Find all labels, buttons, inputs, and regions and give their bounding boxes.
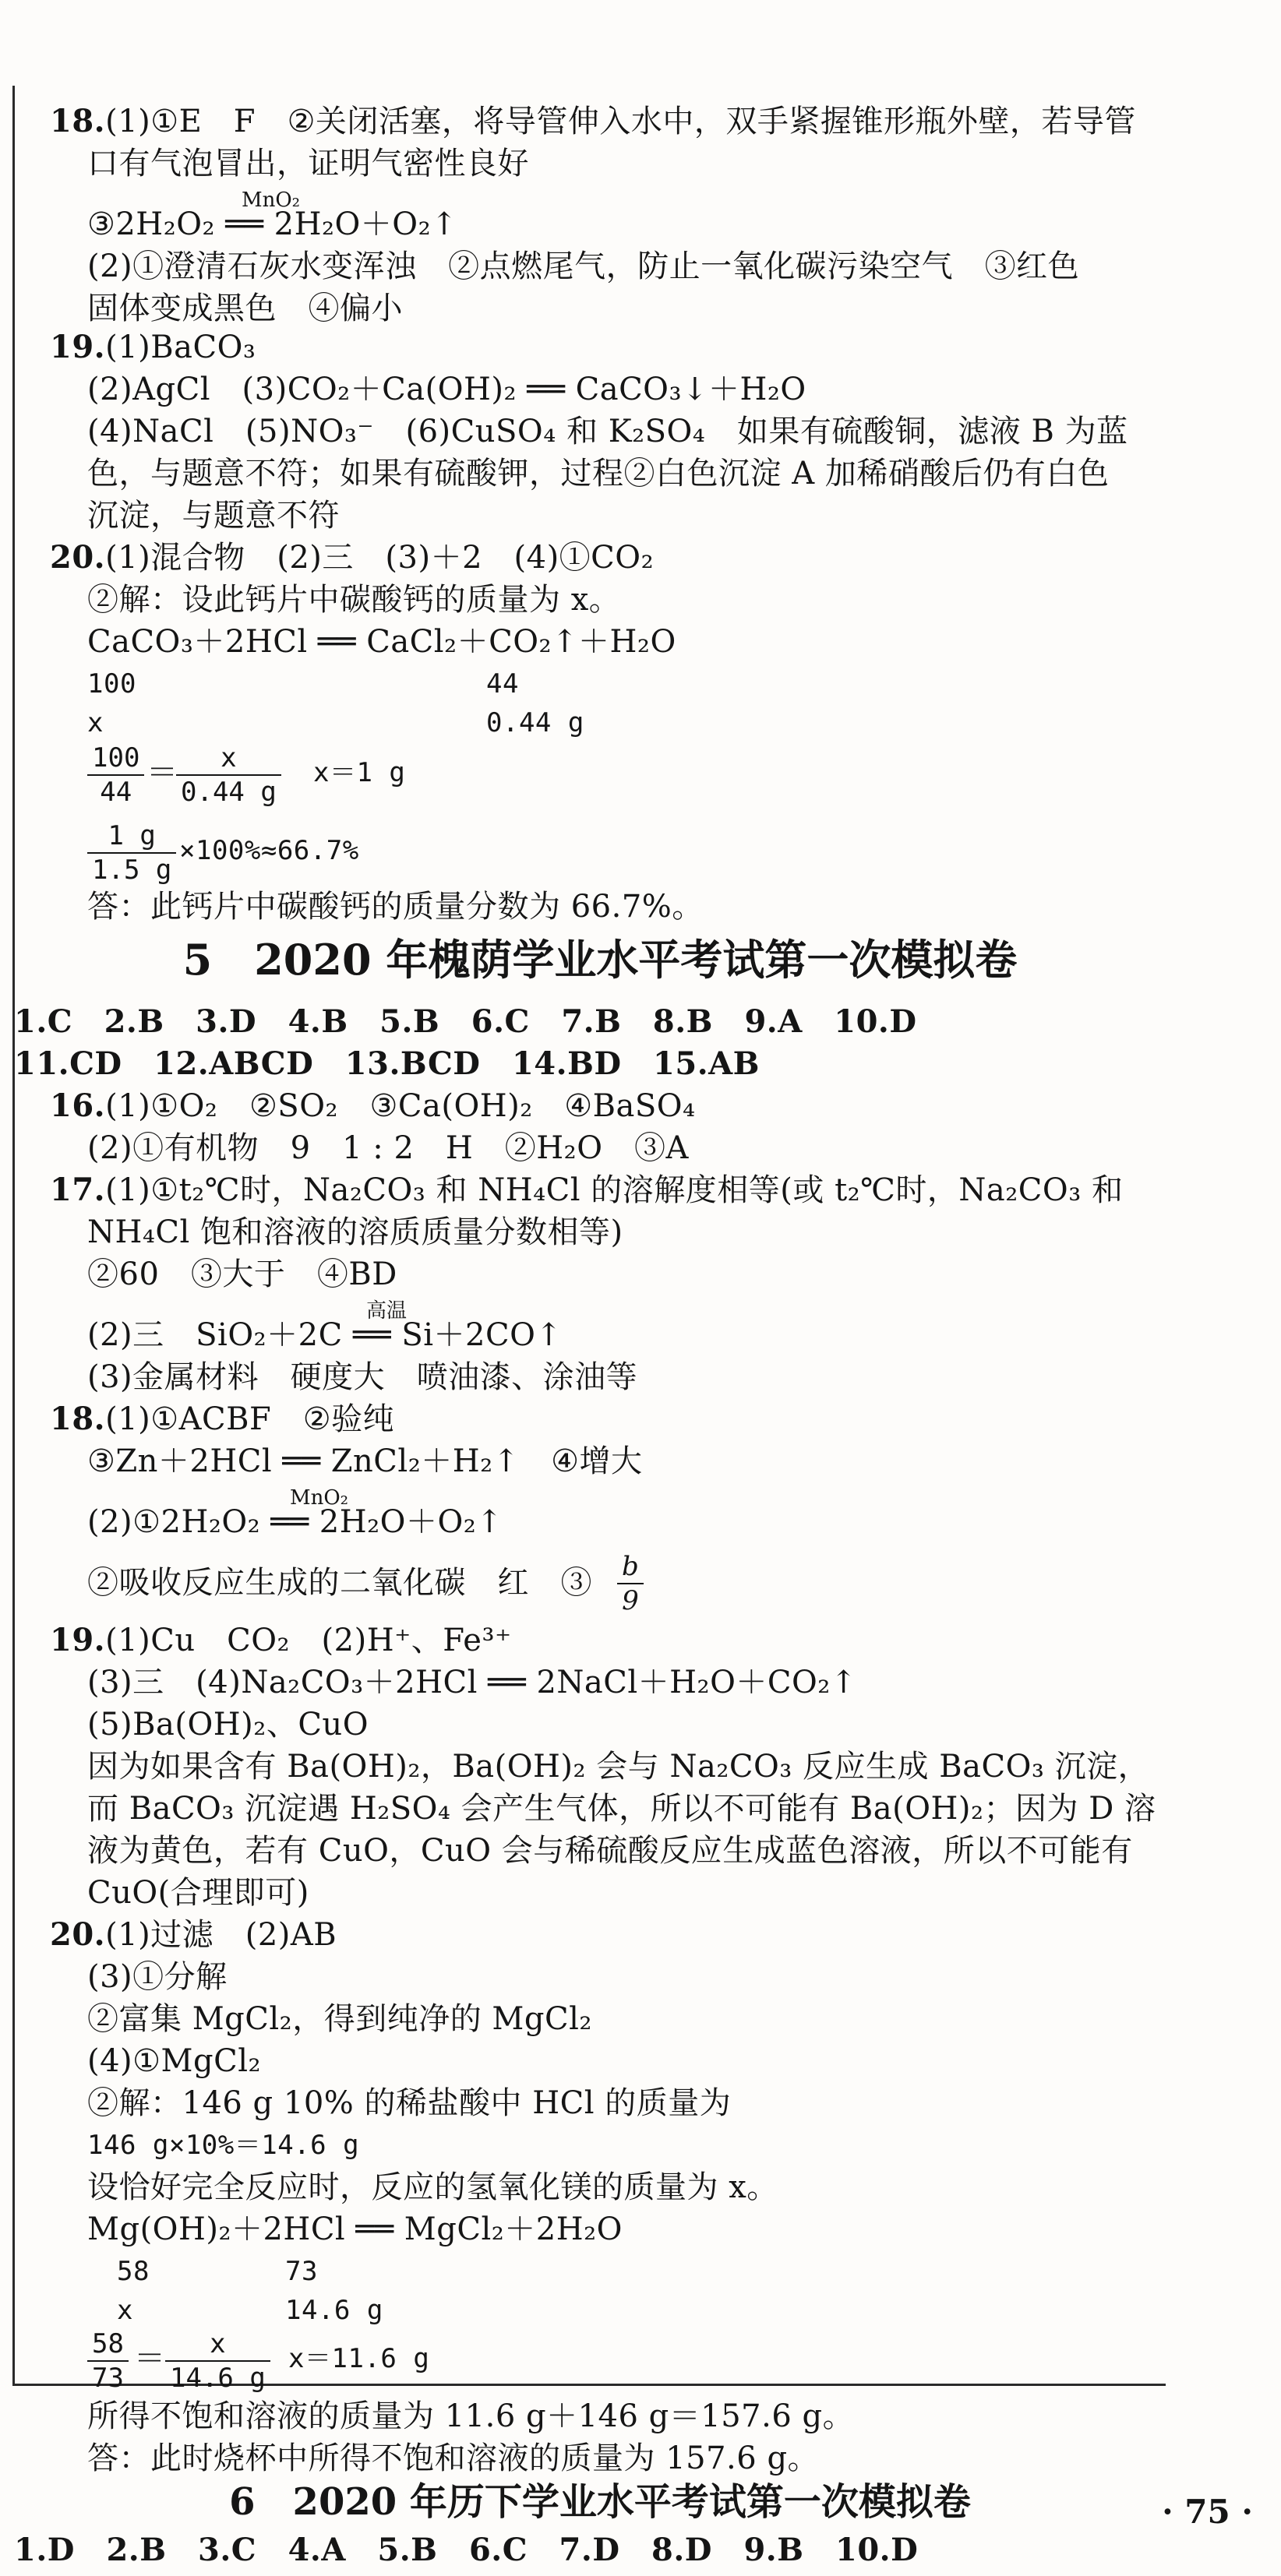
mc-answers: 1.C 2.B 3.D 4.B 5.B 6.C 7.B 8.B 9.A 10.D	[14, 1003, 917, 1040]
reaction-condition: MnO₂	[242, 189, 301, 212]
answer-line: (1)BaCO₃	[105, 329, 256, 365]
ratio-value: 100	[87, 668, 136, 700]
answer-line: 所得不饱和溶液的质量为 11.6 g＋146 g＝157.6 g。	[87, 2398, 855, 2434]
answer-line: 答：此时烧杯中所得不饱和溶液的质量为 157.6 g。	[87, 2440, 820, 2476]
fraction: $\frac{b}{9}$	[617, 1550, 644, 1617]
answer-line: ②吸收反应生成的二氧化碳 红 ③	[87, 1565, 592, 1601]
result: x＝11.6 g	[288, 2343, 430, 2374]
answer-line: ②解：设此钙片中碳酸钙的质量为 x。	[87, 582, 621, 618]
answer-line: (3)金属材料 硬度大 喷油漆、涂油等	[87, 1359, 638, 1395]
fraction: $\frac{x}{0.44 g}$	[176, 742, 281, 809]
answer-line: (1)①t₂℃时，Na₂CO₃ 和 NH₄Cl 的溶解度相等(或 t₂℃时，Na₂CO₃ 和	[105, 1172, 1124, 1208]
equation-line: (2)三 SiO₂＋2C ══ Si＋2CO↑	[87, 1317, 563, 1353]
answer-line: NH₄Cl 饱和溶液的溶质质量分数相等)	[87, 1214, 623, 1250]
page-number: · 75 ·	[1162, 2493, 1253, 2531]
answer-line: (1)过滤 (2)AB	[105, 1917, 337, 1953]
question-number: 17.	[50, 1172, 106, 1208]
answer-line: 液为黄色，若有 CuO，CuO 会与稀硫酸反应生成蓝色溶液，所以不可能有	[87, 1833, 1133, 1869]
equation-line: Mg(OH)₂＋2HCl ══ MgCl₂＋2H₂O	[87, 2211, 623, 2247]
section-5-title: 5 2020 年槐荫学业水平考试第一次模拟卷	[182, 935, 1018, 985]
answer-line: 146 g×10%＝14.6 g	[87, 2130, 360, 2161]
question-number: 18.	[50, 103, 106, 139]
answer-line: (1)①O₂ ②SO₂ ③Ca(OH)₂ ④BaSO₄	[105, 1088, 696, 1124]
ratio-value: x	[87, 707, 104, 738]
answer-line: (4)①MgCl₂	[87, 2043, 262, 2079]
answer-line: (1)Cu CO₂ (2)H⁺、Fe³⁺	[105, 1623, 512, 1658]
answer-line: (2)①有机物 9 1 : 2 H ②H₂O ③A	[87, 1130, 689, 1166]
fraction: $\frac{100}{44}$	[87, 742, 144, 809]
answer-line: 固体变成黑色 ④偏小	[87, 291, 403, 326]
answer-line: 口有气泡冒出，证明气密性良好	[87, 146, 529, 181]
ratio-value: x	[117, 2295, 133, 2326]
answer-line: (2)AgCl (3)CO₂＋Ca(OH)₂ ══ CaCO₃↓＋H₂O	[87, 372, 806, 407]
question-number: 20.	[50, 539, 106, 576]
equation-line: (2)①2H₂O₂ ══ 2H₂O＋O₂↑	[87, 1504, 503, 1540]
question-number: 19.	[50, 329, 106, 365]
ratio-value: 73	[285, 2256, 318, 2287]
reaction-condition: 高温	[366, 1299, 408, 1323]
answer-line: ②解：146 g 10% 的稀盐酸中 HCl 的质量为	[87, 2085, 732, 2121]
answer-line: 答：此钙片中碳酸钙的质量分数为 66.7%。	[87, 889, 704, 925]
equation-line: ③Zn＋2HCl ══ ZnCl₂＋H₂↑ ④增大	[87, 1443, 643, 1479]
answer-line: (1)①E F ②关闭活塞，将导管伸入水中，双手紧握锥形瓶外壁，若导管	[105, 104, 1136, 139]
question-number: 16.	[50, 1087, 106, 1124]
section-6-title: 6 2020 年历下学业水平考试第一次模拟卷	[229, 2480, 971, 2524]
answer-line: 色，与题意不符；如果有硫酸钾，过程②白色沉淀 A 加稀硝酸后仍有白色	[87, 456, 1110, 492]
question-number: 19.	[50, 1622, 106, 1658]
answer-line: 因为如果含有 Ba(OH)₂，Ba(OH)₂ 会与 Na₂CO₃ 反应生成 BaCO₃ 沉淀，	[87, 1749, 1150, 1785]
left-margin-rule	[12, 86, 15, 2384]
answer-line: CuO(合理即可)	[87, 1875, 309, 1911]
equation-line: CaCO₃＋2HCl ══ CaCl₂＋CO₂↑＋H₂O	[87, 624, 676, 660]
answer-line: (3)①分解	[87, 1959, 228, 1995]
answer-line: 而 BaCO₃ 沉淀遇 H₂SO₄ 会产生气体，所以不可能有 Ba(OH)₂；因为 D 溶	[87, 1791, 1156, 1827]
question-number: 18.	[50, 1401, 106, 1437]
mc-answers: 11.CD 12.ABCD 13.BCD 14.BD 15.AB	[14, 1045, 760, 1082]
fraction: $\frac{x}{14.6 g}$	[165, 2328, 270, 2395]
answer-line: (2)①澄清石灰水变浑浊 ②点燃尾气，防止一氧化碳污染空气 ③红色	[87, 248, 1080, 284]
ratio-value: 0.44 g	[486, 707, 584, 738]
equation-line: ③2H₂O₂ ══ 2H₂O＋O₂↑	[87, 206, 458, 242]
answer-line: 设恰好完全反应时，反应的氢氧化镁的质量为 x。	[87, 2169, 778, 2205]
fraction: $\frac{58}{73}$	[87, 2328, 129, 2395]
reaction-condition: MnO₂	[290, 1486, 349, 1510]
answer-line: (1)①ACBF ②验纯	[105, 1401, 395, 1437]
ratio-value: 58	[117, 2256, 150, 2287]
ratio-value: 44	[486, 668, 519, 700]
fraction: $\frac{1 g}{1.5 g}$	[87, 819, 176, 886]
answer-line: (4)NaCl (5)NO₃⁻ (6)CuSO₄ 和 K₂SO₄ 如果有硫酸铜，滤液 B 为蓝	[87, 414, 1128, 449]
mc-answers: 1.D 2.B 3.C 4.A 5.B 6.C 7.D 8.D 9.B 10.D	[14, 2532, 919, 2568]
answer-line: (5)Ba(OH)₂、CuO	[87, 1707, 369, 1743]
answer-line: (1)混合物 (2)三 (3)＋2 (4)①CO₂	[105, 540, 655, 576]
question-number: 20.	[50, 1916, 106, 1953]
result: x＝1 g	[313, 757, 406, 788]
answer-line: ②60 ③大于 ④BD	[87, 1256, 397, 1292]
answer-line: 沉淀，与题意不符	[87, 498, 340, 534]
ratio-value: 14.6 g	[285, 2295, 383, 2326]
answer-line: ②富集 MgCl₂，得到纯净的 MgCl₂	[87, 2001, 592, 2037]
equals-sign: ＝	[146, 755, 178, 791]
equals-sign: ＝	[134, 2341, 166, 2377]
equation-line: (3)三 (4)Na₂CO₃＋2HCl ══ 2NaCl＋H₂O＋CO₂↑	[87, 1665, 857, 1700]
percent-calc: ×100%≈66.7%	[179, 835, 359, 866]
